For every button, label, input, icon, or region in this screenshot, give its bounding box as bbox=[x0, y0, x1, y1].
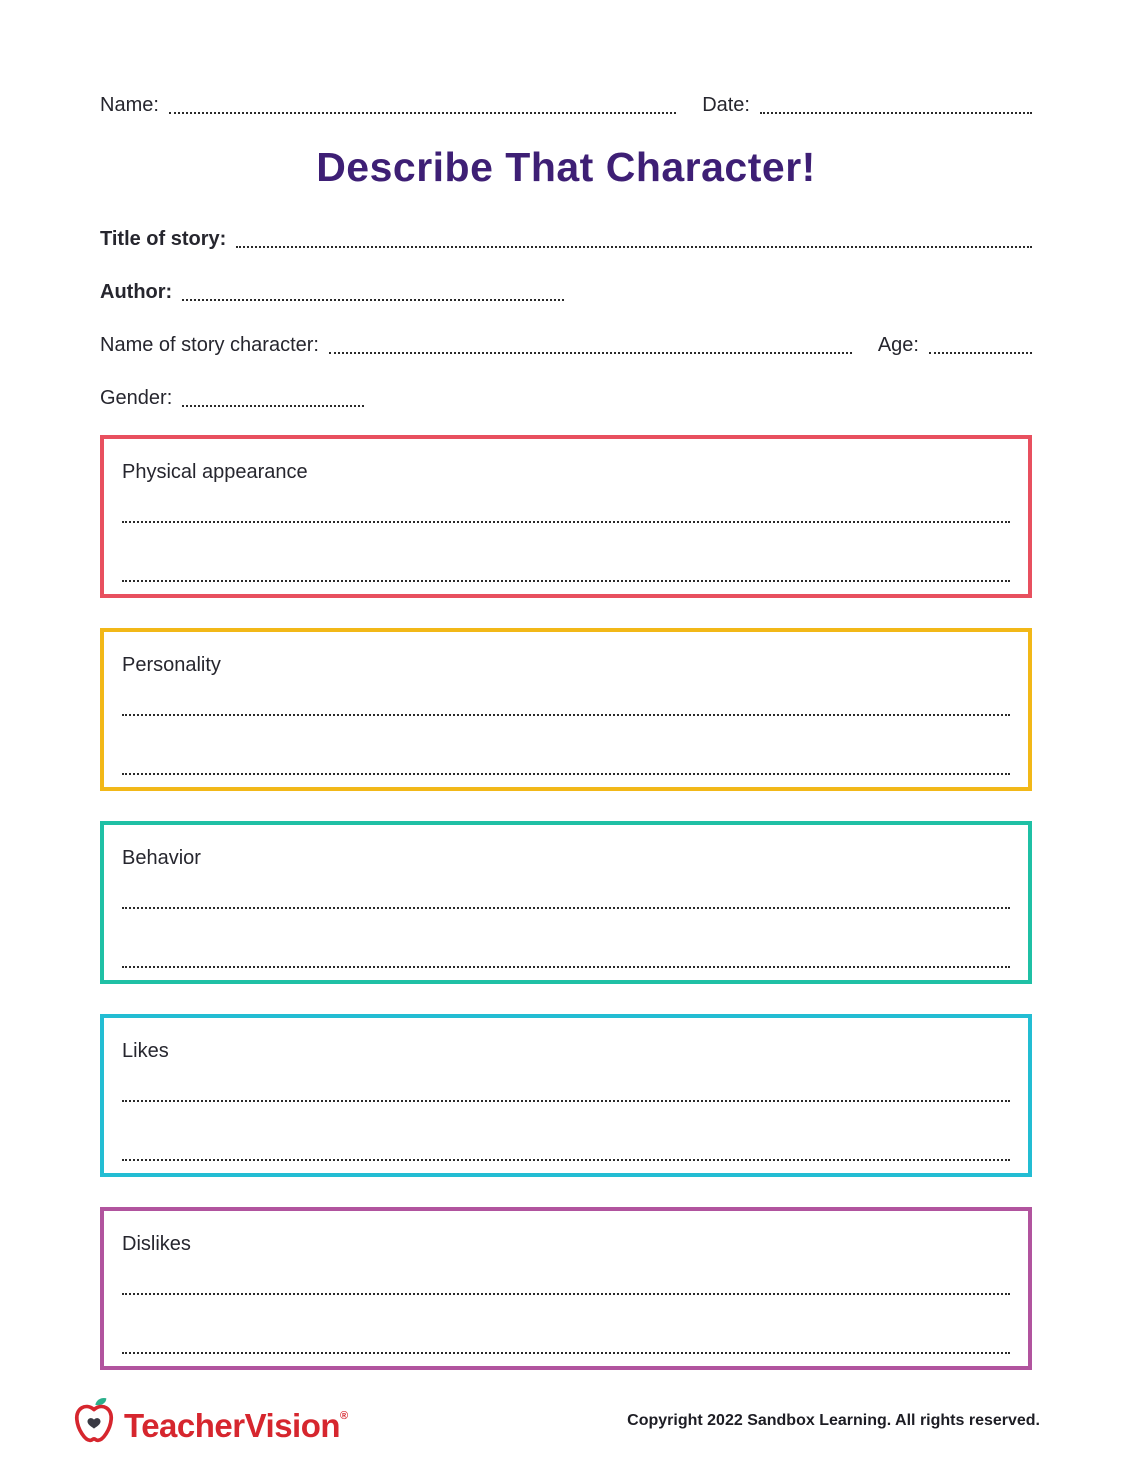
writing-line bbox=[122, 966, 1010, 968]
writing-line bbox=[122, 1293, 1010, 1295]
writing-line bbox=[122, 521, 1010, 523]
age-label: Age: bbox=[877, 334, 919, 356]
title-of-story-writing-line bbox=[236, 246, 1032, 248]
writing-line bbox=[122, 1159, 1010, 1161]
registered-mark: ® bbox=[340, 1410, 348, 1422]
behavior-box bbox=[100, 821, 1032, 984]
section-label: Personality bbox=[122, 654, 221, 676]
story-meta-fields bbox=[100, 226, 1032, 411]
character-trait-sections bbox=[100, 435, 1032, 1370]
author-writing-line bbox=[182, 299, 564, 301]
likes-box bbox=[100, 1014, 1032, 1177]
page-title: Describe That Character! bbox=[316, 144, 816, 190]
writing-line bbox=[122, 1352, 1010, 1354]
section-label: Behavior bbox=[122, 847, 201, 869]
section-label: Physical appearance bbox=[122, 461, 308, 483]
character-name-label: Name of story character: bbox=[100, 334, 319, 356]
name-label: Name: bbox=[100, 94, 159, 116]
teachervision-logo bbox=[72, 1396, 348, 1446]
writing-line bbox=[122, 714, 1010, 716]
writing-line bbox=[122, 1100, 1010, 1102]
personality-box bbox=[100, 628, 1032, 791]
date-writing-line bbox=[760, 112, 1032, 114]
physical-appearance-box bbox=[100, 435, 1032, 598]
name-writing-line bbox=[169, 112, 676, 114]
footer bbox=[72, 1396, 1040, 1446]
section-label: Dislikes bbox=[122, 1233, 191, 1255]
gender-writing-line bbox=[182, 405, 364, 407]
title-of-story-row bbox=[100, 226, 1032, 252]
writing-line bbox=[122, 773, 1010, 775]
gender-row bbox=[100, 385, 1032, 411]
gender-label: Gender: bbox=[100, 387, 173, 409]
date-label: Date: bbox=[702, 94, 750, 116]
writing-line bbox=[122, 907, 1010, 909]
name-date-row bbox=[100, 92, 1032, 118]
section-label: Likes bbox=[122, 1040, 169, 1062]
title-of-story-label: Title of story: bbox=[100, 228, 227, 250]
logo-text: TeacherVision® bbox=[124, 1407, 348, 1444]
apple-heart-icon bbox=[72, 1396, 124, 1446]
author-row bbox=[100, 279, 1032, 305]
character-name-row bbox=[100, 332, 1032, 358]
dislikes-box bbox=[100, 1207, 1032, 1370]
age-writing-line bbox=[929, 352, 1032, 354]
copyright-text: Copyright 2022 Sandbox Learning. All rights reserved. bbox=[627, 1412, 1040, 1429]
character-name-writing-line bbox=[329, 352, 852, 354]
writing-line bbox=[122, 580, 1010, 582]
author-label: Author: bbox=[100, 281, 173, 303]
